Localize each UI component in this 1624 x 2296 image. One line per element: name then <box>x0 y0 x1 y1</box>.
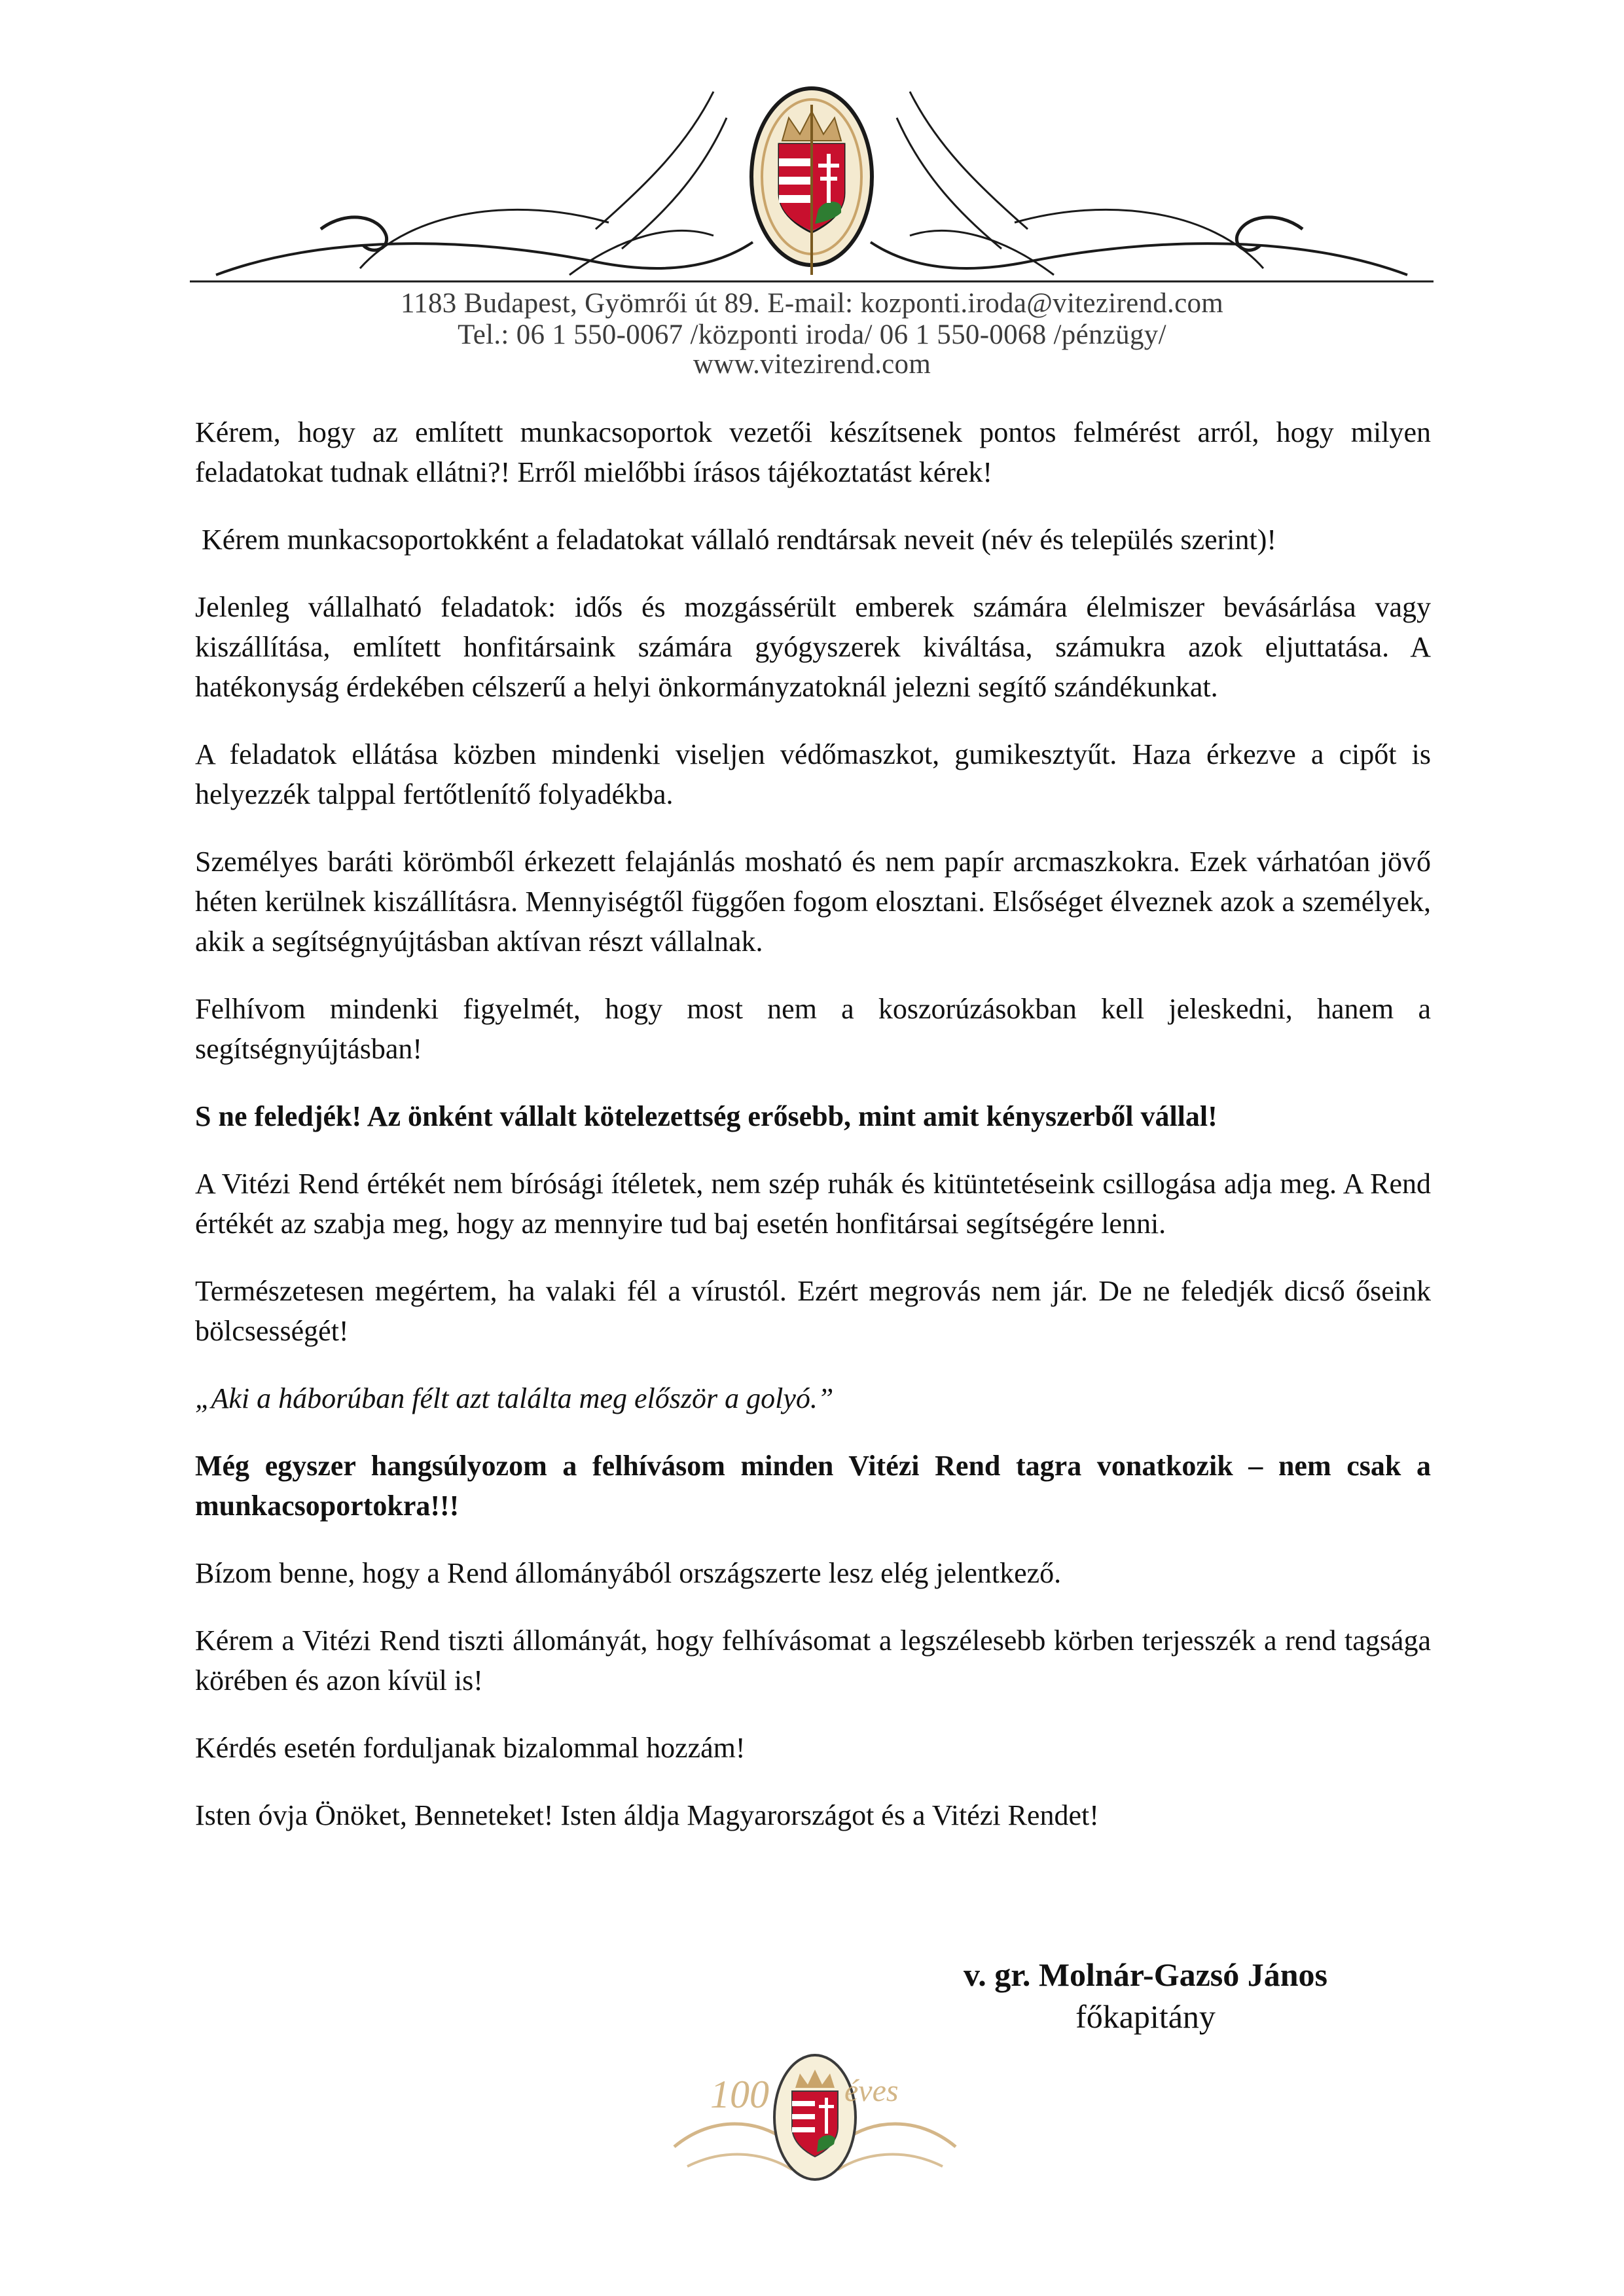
paragraph: Kérem a Vitézi Rend tiszti állományát, hogy felhívásomat a legszélesebb körben terjesszék a rend tagsága körében és azon kívül is! <box>195 1624 1431 1696</box>
paragraph: Kérem, hogy az említett munkacsoportok vezetői készítsenek pontos felmérést arról, hogy milyen feladatokat tudnak ellátni?! Erről mielőbbi írásos tájékoztatást kérek! <box>195 416 1431 488</box>
signatory-name: v. gr. Molnár-Gazsó János <box>963 1956 1328 1993</box>
phone-line: Tel.: 06 1 550-0067 /központi iroda/ 06 1 550-0068 /pénzügy/ <box>458 319 1166 350</box>
paragraph: Isten óvja Önöket, Benneteket! Isten áldja Magyarországot és a Vitézi Rendet! <box>195 1799 1099 1831</box>
address-line: 1183 Budapest, Gyömrői út 89. E-mail: kozponti.iroda@vitezirend.com <box>400 288 1224 319</box>
signatory-title: főkapitány <box>1075 1998 1216 2035</box>
anniversary-word: éves <box>844 2073 899 2108</box>
paragraph: Kérdés esetén forduljanak bizalommal hozzám! <box>195 1732 746 1764</box>
signature-block <box>851 1954 1440 2037</box>
emphasis-paragraph: Még egyszer hangsúlyozom a felhívásom minden Vitézi Rend tagra vonatkozik – nem csak a munkacsoportokra!!! <box>195 1450 1431 1522</box>
paragraph: A feladatok ellátása közben mindenki viseljen védőmaszkot, gumikesztyűt. Haza érkezve a cipőt is helyezzék talppal fertőtlenítő folyadékba. <box>195 738 1431 810</box>
coat-of-arms-ornament <box>190 79 1434 301</box>
letterhead <box>0 0 1624 393</box>
anniversary-number: 100 <box>710 2073 769 2116</box>
paragraph: Személyes baráti körömből érkezett felajánlás mosható és nem papír arcmaszkokra. Ezek várhatóan jövő héten kerülnek kiszállításra. Mennyiségtől függően fogom elosztani. Elsőséget élveznek azok a személyek, akik a segítségnyújtásban aktívan részt vállalnak. <box>195 846 1431 958</box>
paragraph: Természetesen megértem, ha valaki fél a vírustól. Ezért megrovás nem jár. De ne feledjék dicső őseink bölcsességét! <box>195 1275 1431 1347</box>
paragraph: Kérem munkacsoportokként a feladatokat vállaló rendtársak neveit (név és település szerint)! <box>202 524 1277 556</box>
website-line: www.vitezirend.com <box>693 349 931 380</box>
paragraph: Jelenleg vállalható feladatok: idős és mozgássérült emberek számára élelmiszer bevásárlása vagy kiszállítása, említett honfitársaink számára gyógyszerek kiváltása, számukra azok eljuttatása. A hatékonyság érdekében célszerű a helyi önkormányzatoknál jelezni segítő szándékunkat. <box>195 591 1431 703</box>
emphasis-paragraph: S ne feledjék! Az önként vállalt kötelezettség erősebb, mint amit kényszerből vállal! <box>195 1100 1218 1132</box>
anniversary-logo <box>661 2049 969 2186</box>
paragraph: Bízom benne, hogy a Rend állományából országszerte lesz elég jelentkező. <box>195 1557 1062 1589</box>
quote-paragraph: „Aki a háborúban félt azt találta meg először a golyó.” <box>195 1382 834 1414</box>
paragraph: A Vitézi Rend értékét nem bírósági ítéletek, nem szép ruhák és kitüntetéseink csillogása adja meg. A Rend értékét az szabja meg, hogy az mennyire tud baj esetén honfitársai segítségére lenni. <box>195 1168 1431 1240</box>
letter-body <box>195 412 1431 1863</box>
paragraph: Felhívom mindenki figyelmét, hogy most nem a koszorúzásokban kell jeleskedni, hanem a segítségnyújtásban! <box>195 993 1431 1065</box>
